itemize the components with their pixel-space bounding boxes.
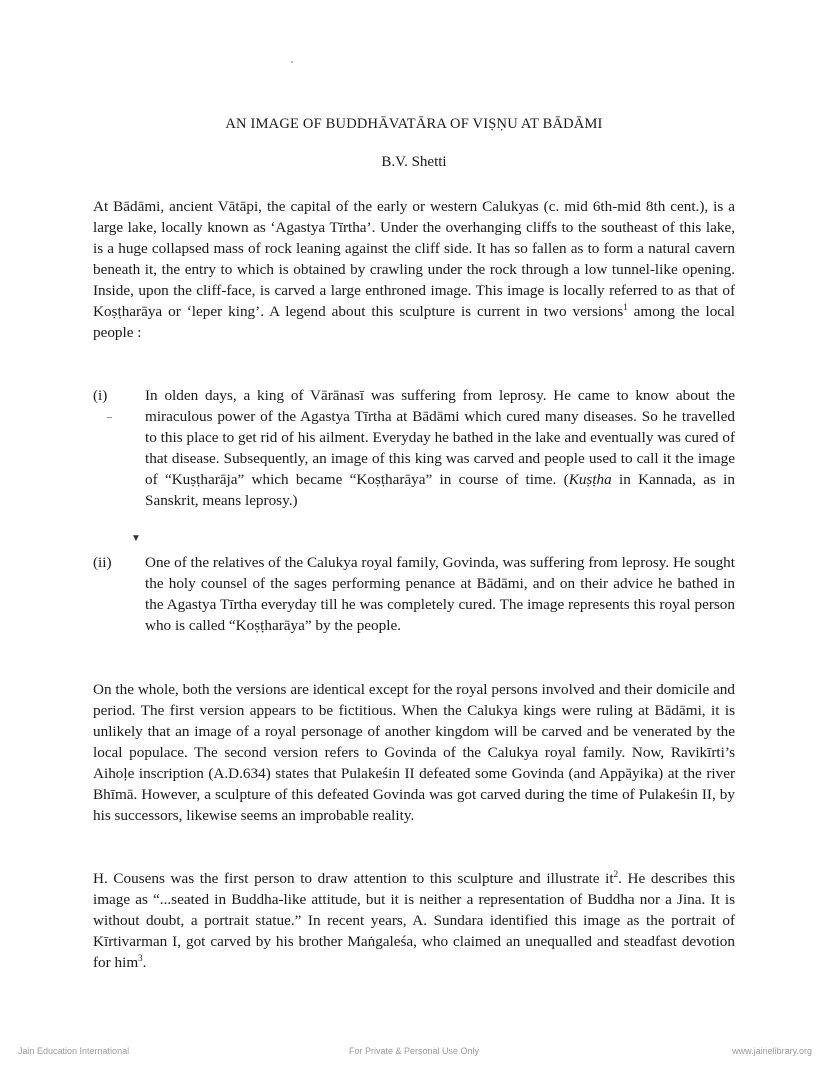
footnote-ref-2[interactable]: 2	[613, 868, 619, 879]
list-item-text	[145, 385, 735, 511]
article-title: AN IMAGE OF BUDDHĀVATĀRA OF VIṢṆU AT BĀDĀMI	[225, 116, 603, 132]
legend-version-2	[93, 552, 735, 636]
article-author: B.V. Shetti	[381, 154, 447, 170]
paragraph-intro-tail: among the local people :	[93, 303, 736, 341]
paragraph-analysis: On the whole, both the versions are identical except for the royal persons involved and their domicile and period. The first version appears to be fictitious. When the Calukya kings were ruling at Bādāmi, it is unlikely that an image of a royal personage of another kingdom will be carved and be venerated by the local populace. The second version refers to Govinda of the Calukya royal family. Now, Ravikīrti’s Aihoḷe inscription (A.D.634) states that Pulakeśin II defeated some Govinda (and Appāyika) at the river Bhīmā. However, a sculpture of this defeated Govinda was got carved during the time of Pulakeśin II, by his successors, likewise seems an improbable reality.	[93, 681, 735, 824]
footer-right-link[interactable]: www.jainelibrary.org	[732, 1046, 812, 1056]
italic-term: Kuṣṭha	[568, 471, 612, 488]
paragraph-cousens-b: . He describes this image as “...seated in Buddha-like attitude, but it is neither a representation of Buddha nor a Jina. It is without doubt, a portrait statue.” In recent years, A. Sundara identified this image as the portrait of Kīrtivarman I, got carved by his brother Maṅgaleśa, who claimed an unequalled and steadfast devotion for him	[93, 870, 735, 971]
paragraph-cousens-a: H. Cousens was the first person to draw attention to this sculpture and illustrate it	[93, 870, 614, 887]
legend-version-1	[93, 385, 735, 511]
scan-mark: ▼	[131, 533, 141, 544]
paragraph-cousens	[93, 868, 735, 973]
list-item-text-b: in Kannada, as in Sanskrit, means leprosy.)	[145, 471, 735, 509]
footer-left: Jain Education International	[18, 1046, 130, 1056]
paragraph-cousens-c: .	[142, 954, 147, 971]
list-item-text-a: In olden days, a king of Vārānasī was suffering from leprosy. He came to know about the miraculous power of the Agastya Tīrtha at Bādāmi which cured many diseases. So he travelled to this place to get rid of his ailment. Everyday he bathed in the lake and eventually was cured of that disease. Subsequently, an image of this king was carved and people used to call it the image of “Kuṣṭharāja” which became “Koṣṭharāya” in course of time. (	[145, 387, 735, 488]
footer-center: For Private & Personal Use Only	[348, 1046, 480, 1056]
list-number: (ii)	[93, 554, 112, 571]
list-item-text: One of the relatives of the Calukya royal family, Govinda, was suffering from leprosy. He sought the holy counsel of the sages performing penance at Bādāmi, and on their advice he bathed in the Agastya Tīrtha everyday till he was completely cured. The image represents this royal person who is called “Koṣṭharāya” by the people.	[145, 554, 735, 634]
list-number: (i)	[93, 387, 108, 404]
footnote-ref-1[interactable]: 1	[623, 301, 628, 312]
scan-speck	[291, 61, 293, 63]
paragraph-intro	[93, 196, 735, 343]
paragraph-intro-text: At Bādāmi, ancient Vātāpi, the capital of the early or western Calukyas (c. mid 6th-mid 8th cent.), is a large lake, locally known as ‘Agastya Tīrtha’. Under the overhanging cliffs to the southeast of this lake, is a huge collapsed mass of rock leaning against the cliff side. It has so fallen as to form a natural cavern beneath it, the entry to which is obtained by crawling under the rock through a low tunnel-like opening. Inside, upon the cliff-face, is carved a large enthroned image. This image is locally referred to as that of Koṣṭharāya or ‘leper king’. A legend about this sculpture is current in two versions	[93, 198, 735, 320]
footnote-ref-3[interactable]: 3	[138, 952, 143, 963]
scan-mark: –	[107, 412, 112, 423]
